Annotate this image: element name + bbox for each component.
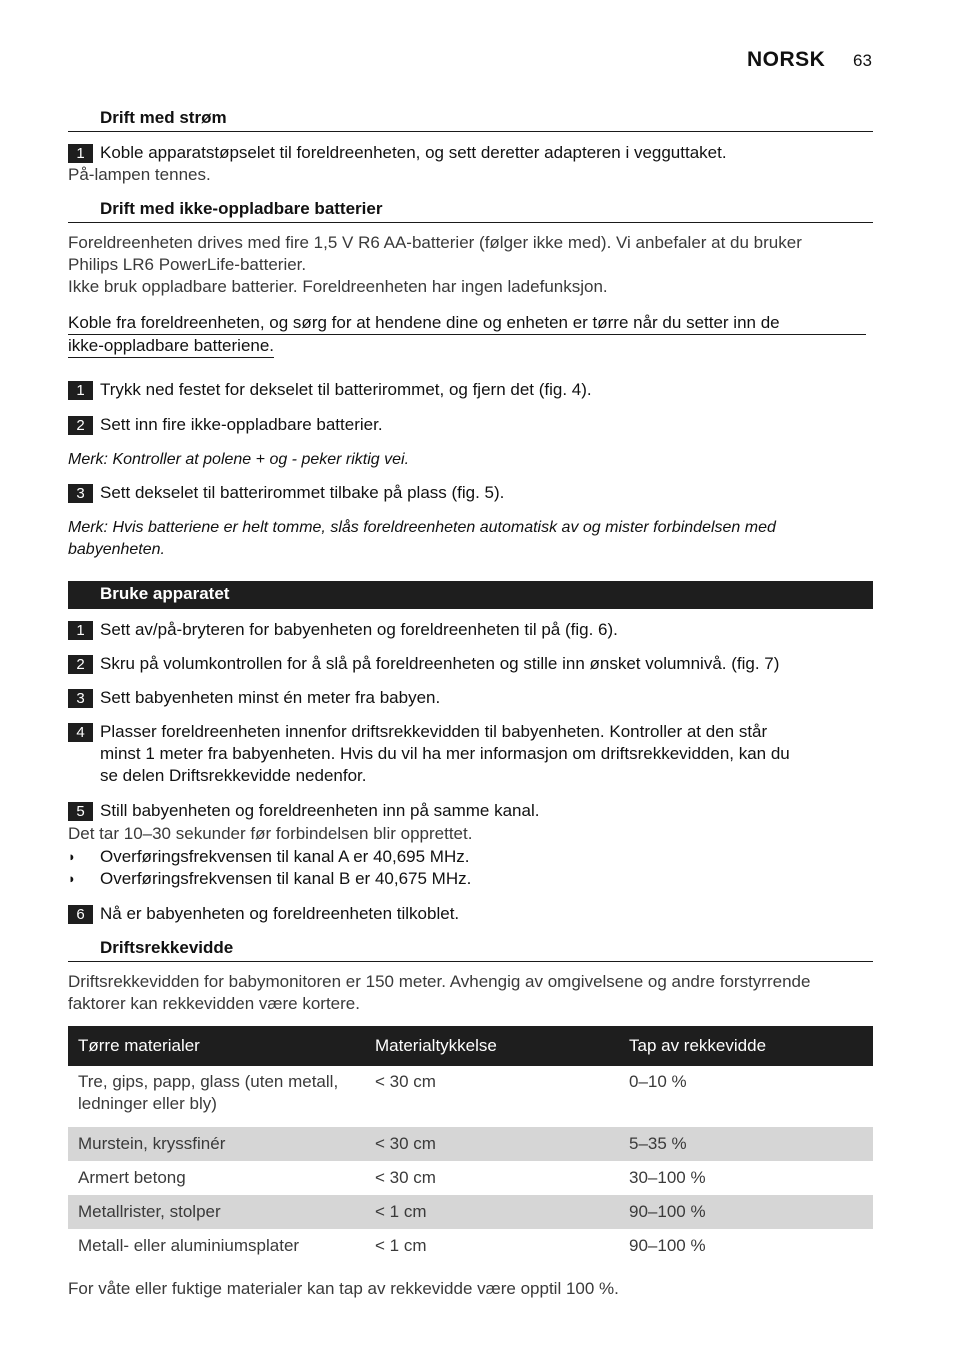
using-step-6 [68, 903, 873, 925]
triangle-bullet-icon: ◗ [68, 871, 76, 886]
table-row [68, 1066, 873, 1127]
step-text: Sett dekselet til batterirommet tilbake på plass (fig. 5). [100, 483, 505, 502]
range-footer-note: For våte eller fuktige materialer kan tap av rekkevidde være opptil 100 %. [68, 1279, 619, 1298]
section-heading-power [68, 108, 873, 132]
step-number: 3 [68, 689, 93, 708]
step-number: 2 [68, 416, 93, 435]
step-number: 5 [68, 802, 93, 821]
list-item: ◗ Overføringsfrekvensen til kanal B er 40,675 MHz. [68, 869, 472, 888]
step-text-line: se delen Driftsrekkevidde nedenfor. [100, 766, 367, 785]
using-step-2 [68, 653, 873, 675]
range-intro: Driftsrekkevidden for babymonitoren er 150 meter. Avhengig av omgivelsene og andre forstyrrende faktorer kan rekkevidden være kortere. [68, 972, 811, 1013]
step-text-line: minst 1 meter fra babyenheten. Hvis du vil ha mer informasjon om driftsrekkevidden, kan du [100, 744, 790, 763]
step-text: Sett av/på-bryteren for babyenheten og foreldreenheten til på (fig. 6). [100, 620, 618, 639]
list-item: ◗ Overføringsfrekvensen til kanal A er 40,695 MHz. [68, 847, 470, 866]
power-note: På-lampen tennes. [68, 165, 211, 184]
batteries-warning: Koble fra foreldreenheten, og sørg for at hendene dine og enheten er tørre når du setter inn de ikke-oppladbare batteriene. [68, 312, 873, 358]
column-header-material: Tørre materialer [68, 1026, 365, 1066]
step-text: Skru på volumkontrollen for å slå på foreldreenheten og stille inn ønsket volumnivå. (fig. 7) [100, 654, 780, 673]
using-step-5 [68, 800, 873, 822]
step-number: 1 [68, 381, 93, 400]
power-step-1 [68, 142, 873, 164]
step-text: Koble apparatstøpselet til foreldreenheten, og sett deretter adapteren i vegguttaket. [100, 143, 727, 162]
table-cell-loss: 5–35 % [619, 1127, 873, 1161]
step-text: Nå er babyenheten og foreldreenheten tilkoblet. [100, 904, 460, 923]
page-number: 63 [853, 51, 872, 70]
table-cell-material: Armert betong [78, 1168, 186, 1187]
step-number: 2 [68, 655, 93, 674]
range-table [68, 1026, 873, 1263]
batteries-note-2: Merk: Hvis batteriene er helt tomme, slås foreldreenheten automatisk av og mister forbindelsen med babyenheten. [68, 519, 776, 558]
using-step-3 [68, 687, 873, 709]
table-cell-loss: 90–100 % [619, 1195, 873, 1229]
step-text: Sett inn fire ikke-oppladbare batterier. [100, 415, 383, 434]
table-row [68, 1195, 873, 1229]
table-cell-thickness: < 30 cm [375, 1168, 436, 1187]
table-row [68, 1229, 873, 1263]
batteries-step-2 [68, 414, 873, 436]
table-cell-material: Murstein, kryssfinér [68, 1127, 365, 1161]
triangle-bullet-icon: ◗ [68, 849, 76, 864]
table-cell-material: Metall- eller aluminiumsplater [78, 1236, 300, 1255]
section-title: Driftsrekkevidde [100, 938, 234, 957]
section-heading-batteries [68, 199, 873, 223]
table-row [68, 1127, 873, 1161]
table-cell-thickness: < 1 cm [375, 1236, 427, 1255]
language-label: NORSK [747, 48, 826, 71]
table-header-row [68, 1026, 873, 1066]
step-text: Sett babyenheten minst én meter fra babyen. [100, 688, 441, 707]
step-number: 4 [68, 723, 93, 742]
step-number: 1 [68, 144, 93, 163]
using-step-4 [68, 721, 873, 787]
using-step-5-note: Det tar 10–30 sekunder før forbindelsen blir opprettet. [68, 824, 473, 843]
table-cell-material: Metallrister, stolper [68, 1195, 365, 1229]
section-title: Bruke apparatet [100, 584, 230, 603]
table-cell-loss: 30–100 % [629, 1168, 706, 1187]
table-cell-thickness: < 30 cm [375, 1072, 436, 1091]
section-heading-using [68, 581, 873, 609]
step-text-line: Plasser foreldreenheten innenfor driftsrekkevidden til babyenheten. Kontroller at den står [100, 722, 768, 741]
batteries-step-3 [68, 482, 873, 504]
step-text: Trykk ned festet for dekselet til batterirommet, og fjern det (fig. 4). [100, 380, 592, 399]
batteries-note-1: Merk: Kontroller at polene + og - peker riktig vei. [68, 451, 410, 468]
column-header-loss: Tap av rekkevidde [619, 1026, 873, 1066]
step-number: 6 [68, 905, 93, 924]
step-number: 3 [68, 484, 93, 503]
step-number: 1 [68, 621, 93, 640]
column-header-thickness: Materialtykkelse [365, 1026, 619, 1066]
table-cell-loss: 90–100 % [629, 1236, 706, 1255]
table-cell-thickness: < 30 cm [365, 1127, 619, 1161]
table-cell-loss: 0–10 % [629, 1072, 687, 1091]
step-text: Still babyenheten og foreldreenheten inn på samme kanal. [100, 801, 540, 820]
table-cell-thickness: < 1 cm [365, 1195, 619, 1229]
table-cell-material: Tre, gips, papp, glass (uten metall, ledninger eller bly) [78, 1072, 339, 1113]
section-heading-range [68, 938, 873, 962]
table-row [68, 1161, 873, 1195]
batteries-step-1 [68, 379, 873, 401]
section-title: Drift med ikke-oppladbare batterier [100, 199, 383, 218]
batteries-intro: Foreldreenheten drives med fire 1,5 V R6 AA-batterier (følger ikke med). Vi anbefaler at du bruker Philips LR6 PowerLife-batterier. Ikke bruk oppladbare batterier. Foreldreenheten har ingen ladefunksjon. [68, 233, 802, 296]
using-step-1 [68, 619, 873, 641]
section-title: Drift med strøm [100, 108, 227, 127]
